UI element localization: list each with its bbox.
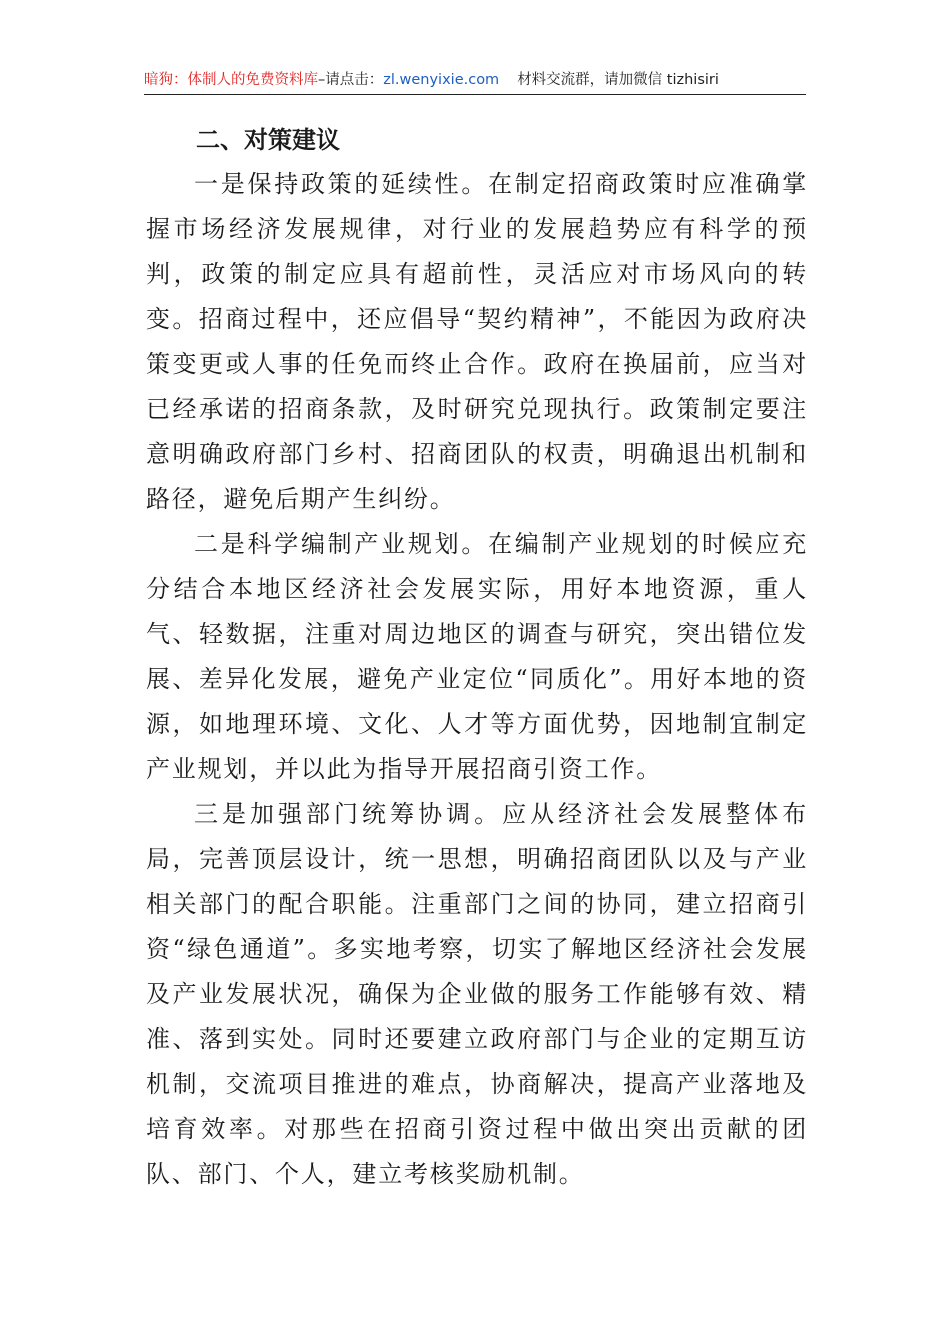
header-contact: 材料交流群，请加微信 tizhisiri bbox=[517, 72, 719, 88]
section-heading: 二、对策建议 bbox=[196, 126, 340, 154]
header-link[interactable]: zl.wenyixie.com bbox=[383, 72, 500, 88]
header-brand: 暗狗：体制人的免费资料库 bbox=[144, 72, 318, 88]
document-body bbox=[146, 162, 808, 1197]
page-header bbox=[144, 66, 806, 95]
paragraph-2: 二是科学编制产业规划。在编制产业规划的时候应充分结合本地区经济社会发展实际，用好本地资源，重人气、轻数据，注重对周边地区的调查与研究，突出错位发展、差异化发展，避免产业定位“同质化”。用好本地的资源，如地理环境、文化、人才等方面优势，因地制宜制定产业规划，并以此为指导开展招商引资工作。 bbox=[146, 530, 808, 783]
header-prompt: –请点击： bbox=[318, 72, 384, 88]
paragraph-3: 三是加强部门统筹协调。应从经济社会发展整体布局，完善顶层设计，统一思想，明确招商团队以及与产业相关部门的配合职能。注重部门之间的协同，建立招商引资“绿色通道”。多实地考察，切实了解地区经济社会发展及产业发展状况，确保为企业做的服务工作能够有效、精准、落到实处。同时还要建立政府部门与企业的定期互访机制，交流项目推进的难点，协商解决，提高产业落地及培育效率。对那些在招商引资过程中做出突出贡献的团队、部门、个人，建立考核奖励机制。 bbox=[146, 800, 808, 1188]
paragraph-1: 一是保持政策的延续性。在制定招商政策时应准确掌握市场经济发展规律，对行业的发展趋势应有科学的预判，政策的制定应具有超前性，灵活应对市场风向的转变。招商过程中，还应倡导“契约精神”，不能因为政府决策变更或人事的任免而终止合作。政府在换届前，应当对已经承诺的招商条款，及时研究兑现执行。政策制定要注意明确政府部门乡村、招商团队的权责，明确退出机制和路径，避免后期产生纠纷。 bbox=[146, 170, 808, 513]
